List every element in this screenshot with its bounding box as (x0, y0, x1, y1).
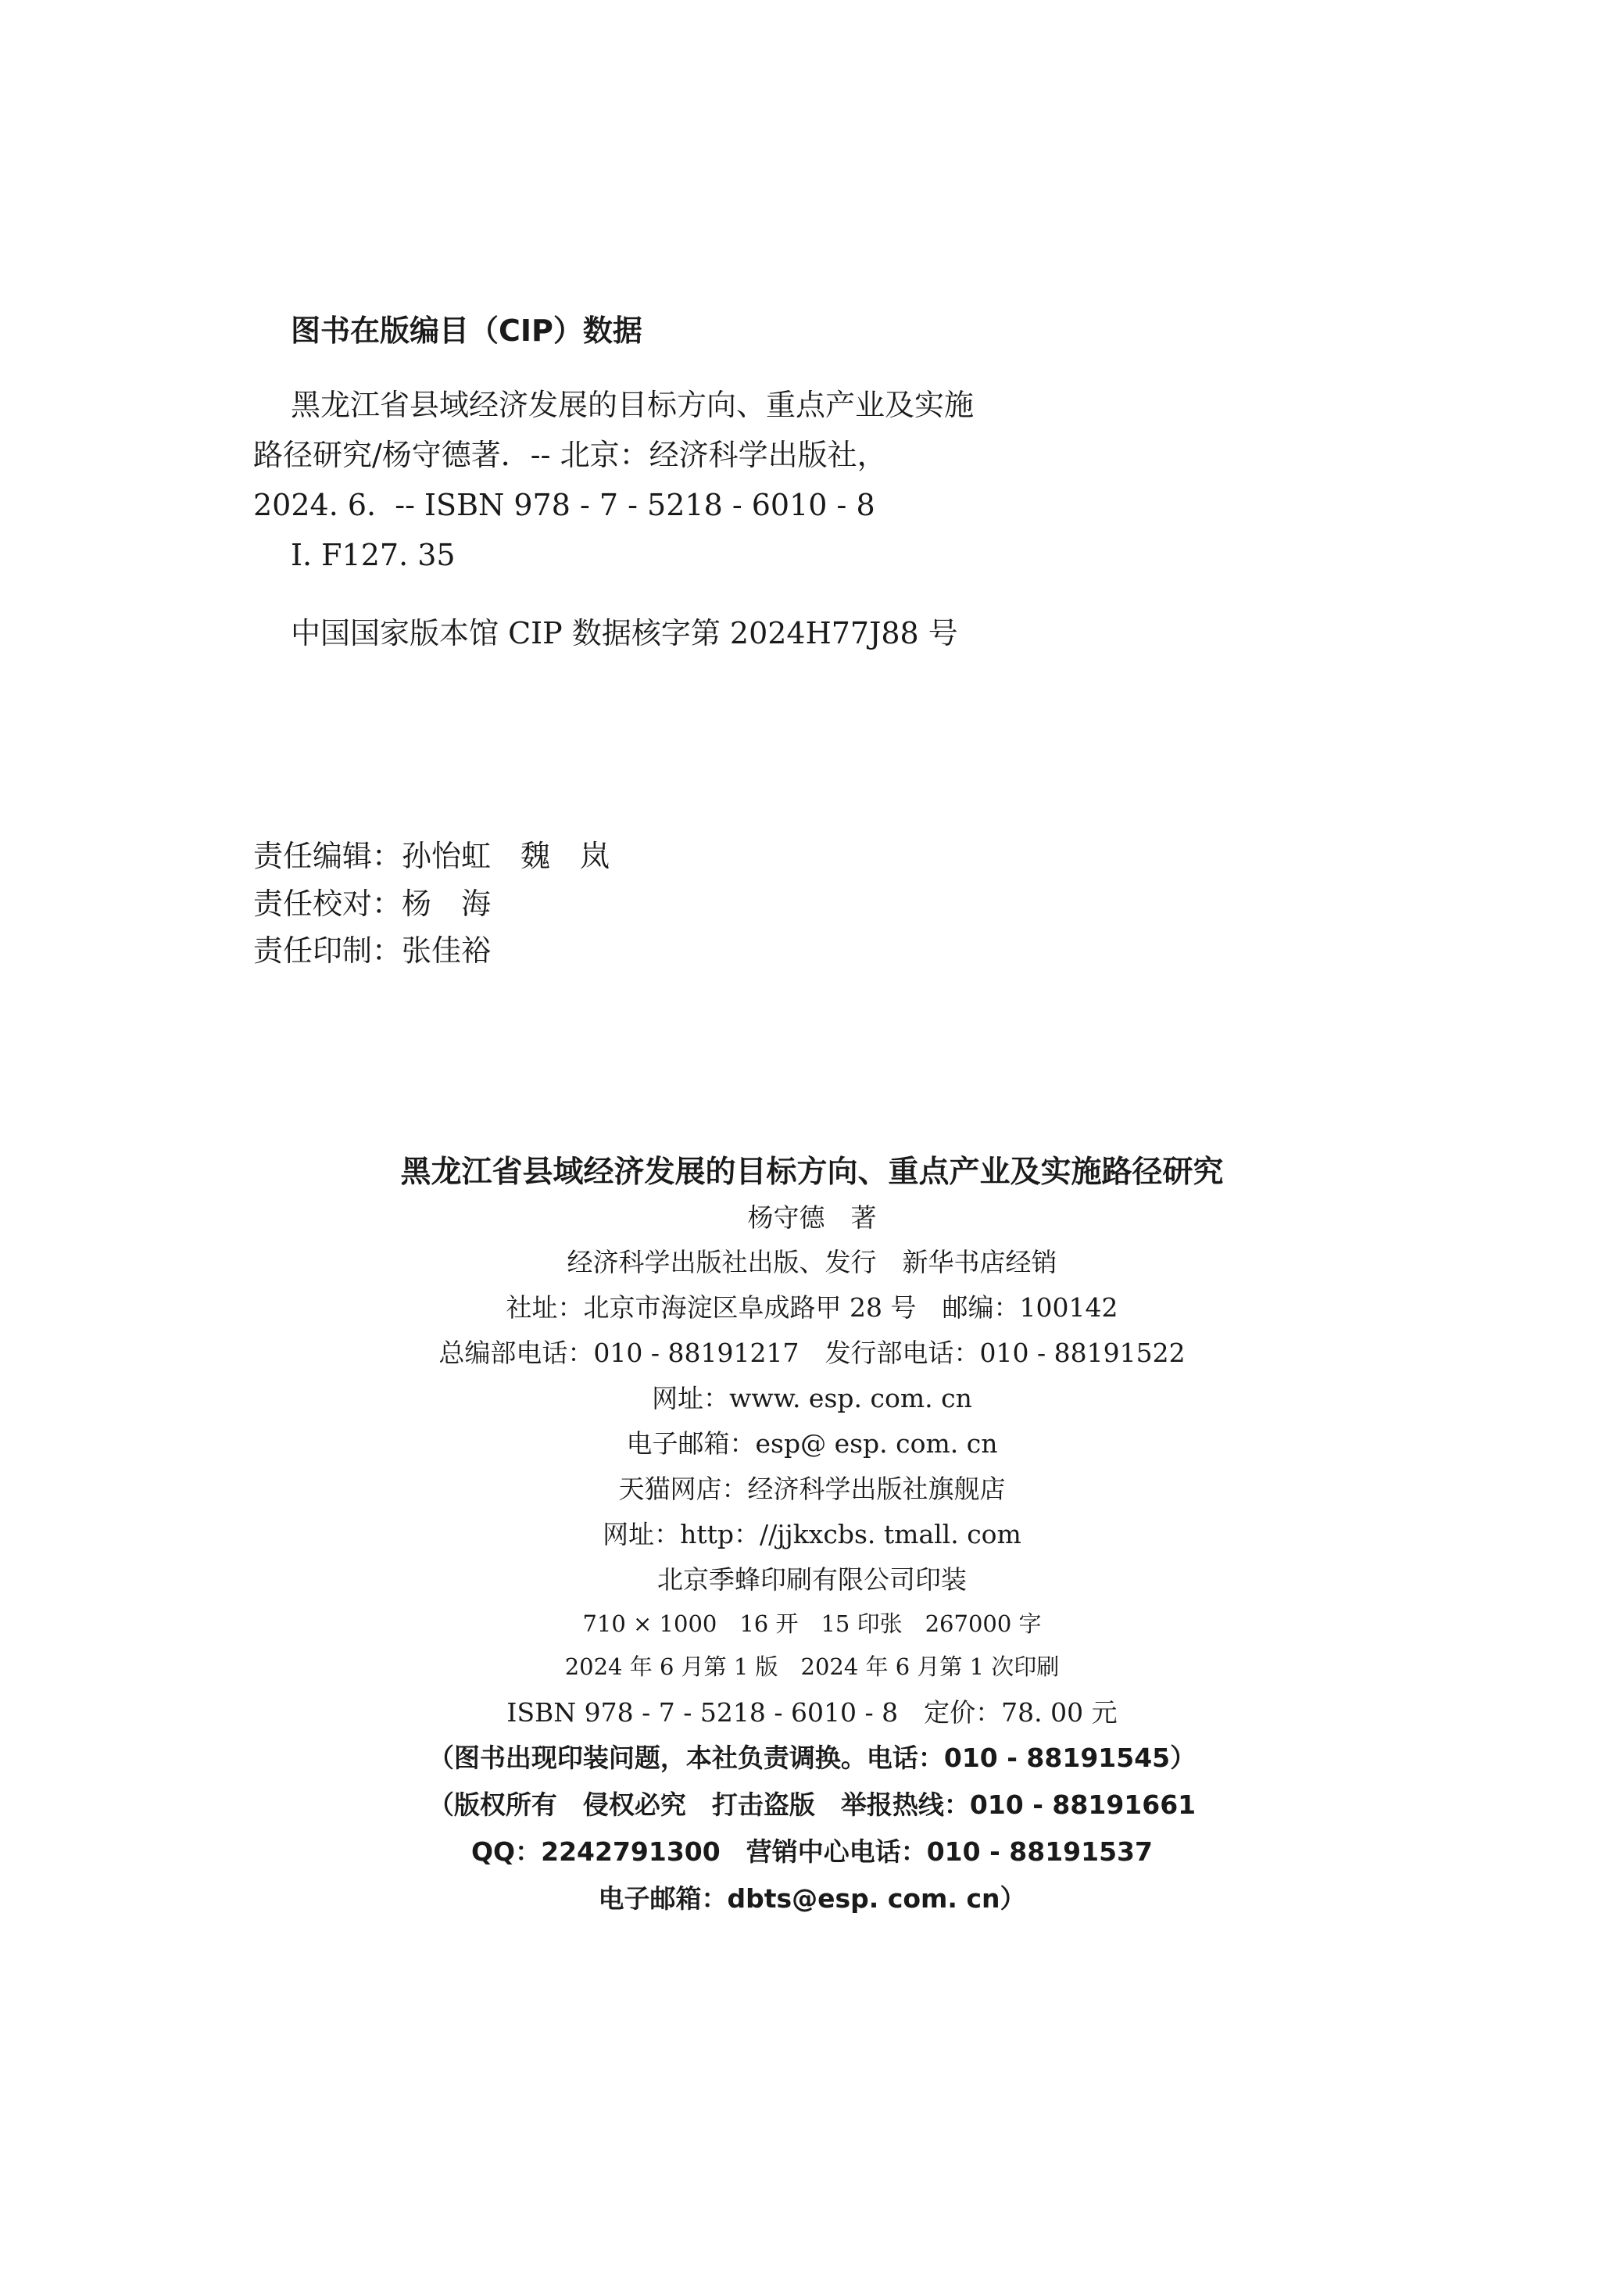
colophon-tmall-url: 网址：http：//jjkxcbs. tmall. com (603, 1519, 1021, 1549)
colophon-title: 黑龙江省县域经济发展的目标方向、重点产业及实施路径研究 (400, 1155, 1224, 1190)
cip-entry-line-2: 路径研究/杨守德著．-- 北京：经济科学出版社， (253, 438, 887, 472)
colophon-printer: 北京季蜂印刷有限公司印装 (657, 1564, 967, 1595)
colophon-notice-copyright: （版权所有 侵权必究 打击盗版 举报热线：010 - 88191661 (427, 1789, 1197, 1820)
colophon-notice-replacement: （图书出现印装问题，本社负责调换。电话：010 - 88191545） (427, 1743, 1197, 1773)
colophon-publisher: 经济科学出版社出版、发行 新华书店经销 (567, 1247, 1057, 1277)
cip-classification: Ⅰ. F127. 35 (291, 538, 456, 572)
colophon-notice-email: 电子邮箱：dbts@esp. com. cn） (598, 1883, 1026, 1914)
cip-entry-line-1: 黑龙江省县域经济发展的目标方向、重点产业及实施 (291, 388, 975, 422)
colophon-edition: 2024 年 6 月第 1 版 2024 年 6 月第 1 次印刷 (564, 1653, 1060, 1680)
responsible-production: 责任印制：张佳裕 (253, 933, 492, 968)
colophon-author: 杨守德 著 (747, 1202, 877, 1233)
colophon-tmall-store: 天猫网店：经济科学出版社旗舰店 (618, 1474, 1006, 1504)
colophon-website: 网址：www. esp. com. cn (652, 1383, 972, 1413)
colophon-isbn-price: ISBN 978 - 7 - 5218 - 6010 - 8 定价：78. 00 元 (506, 1697, 1118, 1728)
responsible-proofreader: 责任校对：杨 海 (253, 887, 492, 921)
colophon-email: 电子邮箱：esp@ esp. com. cn (626, 1428, 998, 1459)
colophon-phones: 总编部电话：010 - 88191217 发行部电话：010 - 88191522 (438, 1338, 1186, 1368)
responsible-editor: 责任编辑：孙怡虹 魏 岚 (253, 839, 610, 873)
colophon-notice-contact: QQ：2242791300 营销中心电话：010 - 88191537 (471, 1836, 1153, 1867)
colophon-format: 710 × 1000 16 开 15 印张 267000 字 (582, 1610, 1042, 1637)
colophon-address: 社址：北京市海淀区阜成路甲 28 号 邮编：100142 (506, 1292, 1118, 1323)
cip-entry-line-3: 2024. 6. -- ISBN 978 - 7 - 5218 - 6010 - 8 (253, 488, 875, 522)
cip-heading: 图书在版编目（CIP）数据 (291, 313, 642, 348)
cip-record-number: 中国国家版本馆 CIP 数据核字第 2024H77J88 号 (291, 616, 958, 650)
